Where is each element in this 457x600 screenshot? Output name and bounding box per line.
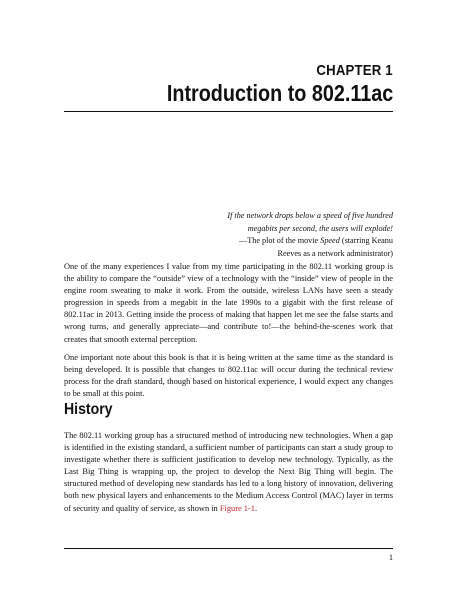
intro-paragraph-1: One of the many experiences I value from my time participating in the 802.11 working group is the ability to compare the “outside” view of a technology with the “inside” view of people in the engine room sweating to make it work. From the outside, wireless LANs have seen a steady progression in speeds from a megabit in the late 1990s to a gigabit with the first release of 802.11ac in 2013. Getting inside the process of making that happen let me see the false starts and wrong turns, and generally appreciate—and contribute to!—the behind-the-scenes work that creates that smooth external perception.	[64, 262, 393, 344]
page-number: 1	[388, 553, 393, 562]
history-paragraph-end: .	[254, 503, 258, 513]
epigraph-quote	[200, 210, 393, 235]
history-body	[64, 430, 393, 515]
epigraph-quote-line1: If the network drops below a speed of five hundred	[227, 211, 393, 220]
epigraph-attribution-line2: Reeves as a network administrator)	[277, 248, 393, 258]
epigraph-movie-title: Speed	[320, 236, 340, 245]
section-heading-history: History	[64, 401, 113, 418]
epigraph-attribution	[200, 235, 393, 260]
chapter-title: Introduction to 802.11ac	[166, 80, 393, 106]
chapter-label: CHAPTER 1	[316, 62, 393, 79]
figure-1-1-link[interactable]: Figure 1-1	[219, 503, 255, 513]
footer-rule	[64, 548, 393, 549]
epigraph-quote-line2: megabits per second, the users will explode!	[247, 223, 393, 233]
intro-body	[64, 261, 393, 406]
intro-paragraph-2: One important note about this book is that it is being written at the same time as the standard is being developed. It is possible that changes to 802.11ac will occur during the technical review process for the draft standard, though based on historical experience, I would expect any changes to be small at this point.	[64, 352, 393, 398]
history-paragraph-text: The 802.11 working group has a structured method of introducing new technologies. When a gap is identified in the existing standard, a sufficient number of participants can start a study group to investigate whether there is sufficient justification to develop new technology. Typically, as the Last Big Thing is wrapping up, the project to develop the Next Big Thing will begin. The structured method of developing new standards has led to a long history of innovation, delivering both new physical layers and enhancements to the Medium Access Control (MAC) layer in terms of security and quality of service, as shown in	[64, 431, 393, 513]
epigraph-attribution-suffix: (starring Keanu	[339, 236, 393, 245]
history-paragraph	[64, 430, 393, 515]
epigraph-attribution-prefix: —The plot of the movie	[239, 236, 321, 245]
title-rule	[64, 111, 393, 112]
epigraph	[200, 210, 393, 260]
